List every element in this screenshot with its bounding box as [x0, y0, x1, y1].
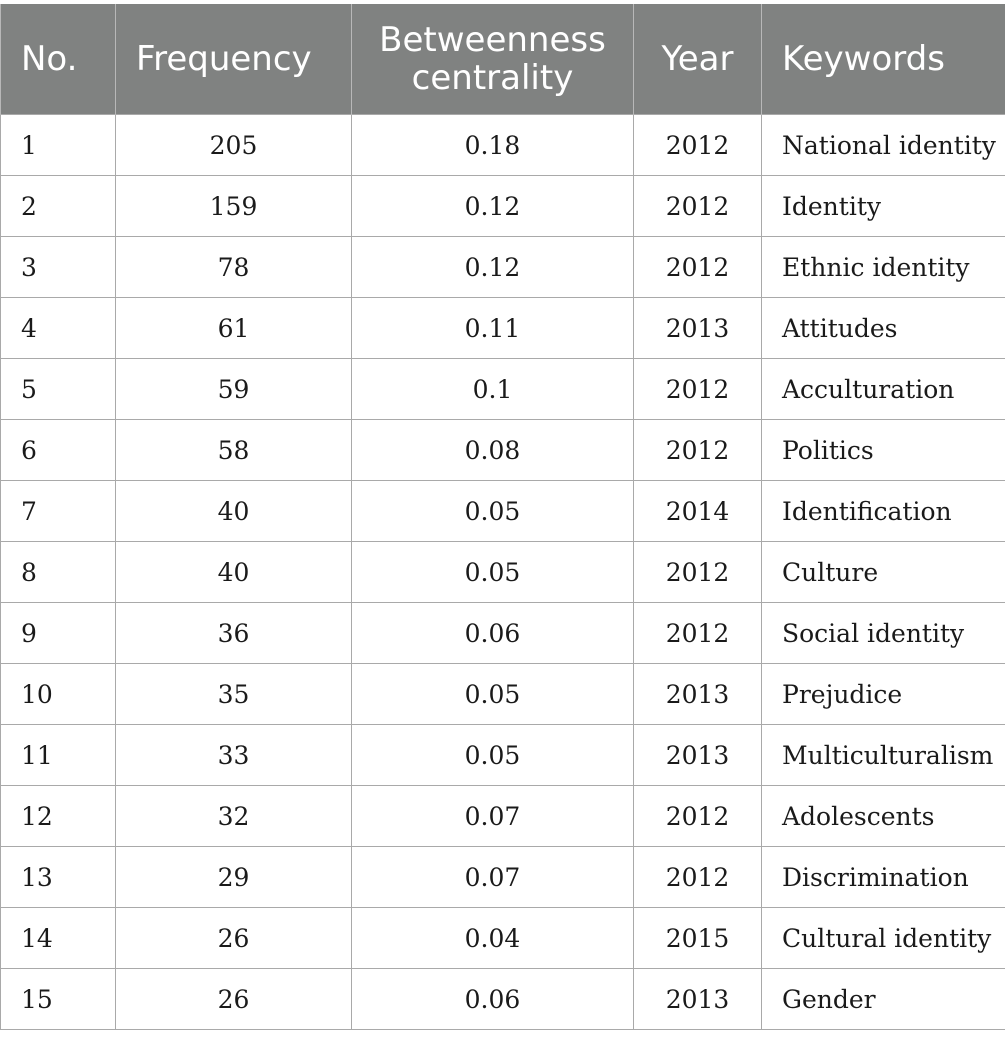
cell-frequency: 205	[116, 115, 352, 176]
table-row	[1, 603, 1005, 664]
cell-frequency: 32	[116, 786, 352, 847]
cell-year: 2012	[634, 237, 762, 298]
cell-keywords: Multiculturalism	[762, 725, 1005, 786]
table-row	[1, 298, 1005, 359]
table-row	[1, 237, 1005, 298]
header-no: No.	[1, 4, 116, 115]
cell-year: 2012	[634, 176, 762, 237]
cell-betweenness-centrality: 0.05	[352, 725, 634, 786]
cell-no: 13	[1, 847, 116, 908]
cell-betweenness-centrality: 0.08	[352, 420, 634, 481]
cell-keywords: Politics	[762, 420, 1005, 481]
cell-frequency: 58	[116, 420, 352, 481]
cell-frequency: 78	[116, 237, 352, 298]
cell-keywords: National identity	[762, 115, 1005, 176]
cell-keywords: Identity	[762, 176, 1005, 237]
header-year: Year	[634, 4, 762, 115]
cell-frequency: 26	[116, 969, 352, 1030]
cell-frequency: 33	[116, 725, 352, 786]
table-row	[1, 725, 1005, 786]
header-frequency: Frequency	[116, 4, 352, 115]
cell-no: 15	[1, 969, 116, 1030]
table-row	[1, 481, 1005, 542]
table-row	[1, 115, 1005, 176]
cell-year: 2014	[634, 481, 762, 542]
cell-no: 2	[1, 176, 116, 237]
cell-no: 10	[1, 664, 116, 725]
cell-betweenness-centrality: 0.05	[352, 481, 634, 542]
keywords-table	[0, 4, 1005, 1030]
cell-keywords: Prejudice	[762, 664, 1005, 725]
cell-betweenness-centrality: 0.06	[352, 603, 634, 664]
cell-keywords: Ethnic identity	[762, 237, 1005, 298]
cell-frequency: 159	[116, 176, 352, 237]
header-row	[1, 4, 1005, 115]
table-row	[1, 908, 1005, 969]
cell-keywords: Culture	[762, 542, 1005, 603]
cell-keywords: Gender	[762, 969, 1005, 1030]
cell-no: 1	[1, 115, 116, 176]
cell-no: 4	[1, 298, 116, 359]
cell-betweenness-centrality: 0.12	[352, 237, 634, 298]
table-row	[1, 969, 1005, 1030]
cell-no: 14	[1, 908, 116, 969]
cell-frequency: 29	[116, 847, 352, 908]
cell-year: 2015	[634, 908, 762, 969]
cell-betweenness-centrality: 0.11	[352, 298, 634, 359]
table-header	[1, 4, 1005, 115]
cell-year: 2012	[634, 603, 762, 664]
cell-betweenness-centrality: 0.05	[352, 664, 634, 725]
cell-no: 3	[1, 237, 116, 298]
cell-year: 2013	[634, 725, 762, 786]
cell-year: 2013	[634, 969, 762, 1030]
cell-year: 2012	[634, 847, 762, 908]
cell-year: 2012	[634, 359, 762, 420]
cell-year: 2012	[634, 420, 762, 481]
table-row	[1, 847, 1005, 908]
cell-betweenness-centrality: 0.07	[352, 786, 634, 847]
cell-betweenness-centrality: 0.04	[352, 908, 634, 969]
cell-no: 11	[1, 725, 116, 786]
cell-frequency: 40	[116, 542, 352, 603]
table-row	[1, 420, 1005, 481]
cell-betweenness-centrality: 0.06	[352, 969, 634, 1030]
keywords-table-container	[0, 4, 1005, 1030]
cell-keywords: Acculturation	[762, 359, 1005, 420]
cell-frequency: 61	[116, 298, 352, 359]
cell-frequency: 40	[116, 481, 352, 542]
cell-no: 8	[1, 542, 116, 603]
cell-frequency: 35	[116, 664, 352, 725]
table-row	[1, 176, 1005, 237]
cell-no: 9	[1, 603, 116, 664]
cell-frequency: 26	[116, 908, 352, 969]
cell-no: 12	[1, 786, 116, 847]
cell-frequency: 59	[116, 359, 352, 420]
cell-no: 6	[1, 420, 116, 481]
cell-year: 2013	[634, 298, 762, 359]
cell-betweenness-centrality: 0.07	[352, 847, 634, 908]
cell-betweenness-centrality: 0.12	[352, 176, 634, 237]
cell-year: 2012	[634, 115, 762, 176]
cell-betweenness-centrality: 0.05	[352, 542, 634, 603]
cell-keywords: Social identity	[762, 603, 1005, 664]
table-row	[1, 359, 1005, 420]
cell-betweenness-centrality: 0.1	[352, 359, 634, 420]
cell-no: 7	[1, 481, 116, 542]
table-body	[1, 115, 1005, 1030]
header-betweenness-centrality: Betweenness centrality	[352, 4, 634, 115]
table-row	[1, 664, 1005, 725]
cell-betweenness-centrality: 0.18	[352, 115, 634, 176]
cell-no: 5	[1, 359, 116, 420]
header-keywords: Keywords	[762, 4, 1005, 115]
cell-keywords: Discrimination	[762, 847, 1005, 908]
cell-keywords: Adolescents	[762, 786, 1005, 847]
cell-year: 2012	[634, 542, 762, 603]
cell-frequency: 36	[116, 603, 352, 664]
table-row	[1, 542, 1005, 603]
cell-keywords: Attitudes	[762, 298, 1005, 359]
cell-year: 2013	[634, 664, 762, 725]
cell-year: 2012	[634, 786, 762, 847]
cell-keywords: Cultural identity	[762, 908, 1005, 969]
cell-keywords: Identification	[762, 481, 1005, 542]
table-row	[1, 786, 1005, 847]
